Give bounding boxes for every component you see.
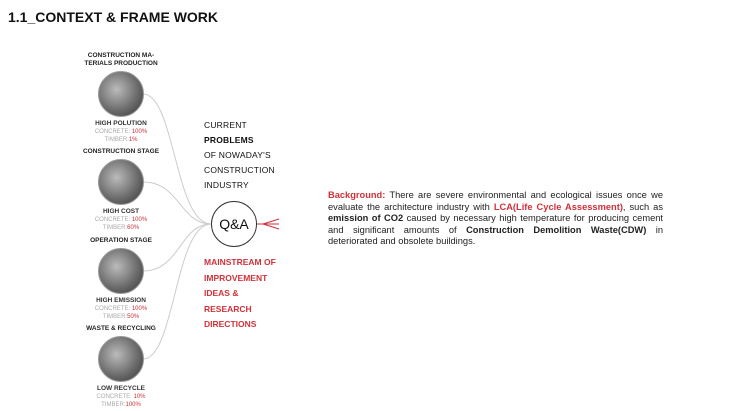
- mainstream-text: MAINSTREAM OF IMPROVEMENT IDEAS & RESEARCH DIRECTIONS: [204, 257, 276, 329]
- stage-construction: [60, 148, 182, 232]
- timber-stat: TIMBER:60%: [102, 225, 140, 231]
- stage-waste-recycling: [60, 325, 182, 409]
- stage-title: WASTE & RECYCLING: [86, 325, 156, 332]
- stage-photo: [98, 336, 144, 382]
- stage-title: CONSTRUCTION MA-TERIALS PRODUCTION: [84, 52, 158, 67]
- qa-circle: Q&A: [211, 201, 257, 247]
- red-ray: [263, 219, 279, 224]
- concrete-stat: CONCRETE: 100%: [94, 217, 148, 223]
- stage-label: HIGH COST: [102, 208, 140, 215]
- stage-label: HIGH POLUTION: [95, 120, 147, 127]
- red-ray: [263, 224, 279, 229]
- stage-label: HIGH EMISSION: [96, 297, 146, 304]
- stage-title: OPERATION STAGE: [90, 237, 152, 244]
- stage-photo: [98, 159, 144, 205]
- page-title: 1.1_CONTEXT & FRAME WORK: [8, 9, 219, 25]
- timber-stat: TIMBER:1%: [104, 137, 138, 143]
- stage-materials-production: [60, 52, 182, 144]
- background-paragraph: Background: There are severe environmental and ecological issues once we evaluate the architecture industry with LCA(Life Cycle Assessment), such as emission of CO2 caused by necessary high temperature for producing cement and significant amounts of Construction Demolition Waste(CDW) in deteriorated and obsolete buildings.: [328, 190, 663, 246]
- concrete-stat: CONCRETE: 100%: [94, 306, 148, 312]
- stage-label: LOW RECYCLE: [96, 385, 146, 392]
- stage-title: CONSTRUCTION STAGE: [82, 148, 160, 155]
- concrete-stat: CONCRETE: 10%: [96, 394, 146, 400]
- stage-operation: [60, 237, 182, 321]
- concrete-stat: CONCRETE: 100%: [94, 129, 148, 135]
- timber-stat: TIMBER:100%: [101, 402, 141, 408]
- stage-photo: [98, 248, 144, 294]
- problems-text: CURRENT PROBLEMS OF NOWADAY'S CONSTRUCTION INDUSTRY: [204, 120, 275, 190]
- stage-photo: [98, 71, 144, 117]
- timber-stat: TIMBER:50%: [102, 314, 140, 320]
